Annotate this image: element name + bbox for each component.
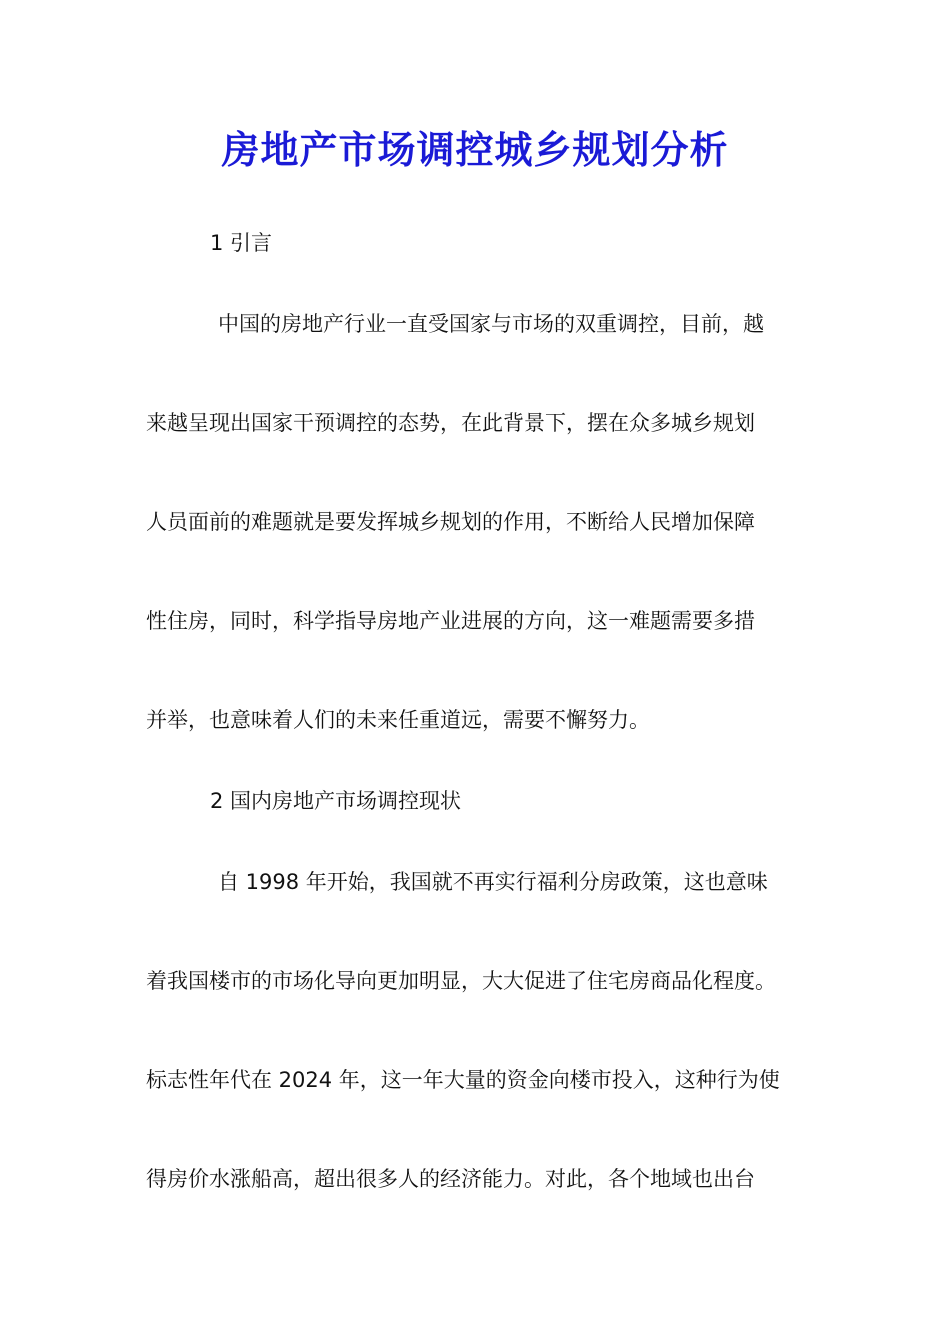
paragraph-line: 中国的房地产行业一直受国家与市场的双重调控，目前，越 (218, 312, 764, 336)
paragraph-line: 着我国楼市的市场化导向更加明显，大大促进了住宅房商品化程度。 (146, 969, 776, 993)
section-heading-status: 2 国内房地产市场调控现状 (210, 789, 462, 813)
paragraph-line: 来越呈现出国家干预调控的态势，在此背景下，摆在众多城乡规划 (146, 411, 755, 435)
paragraph-line: 标志性年代在 2024 年，这一年大量的资金向楼市投入，这种行为使 (146, 1068, 780, 1092)
paragraph-line: 得房价水涨船高，超出很多人的经济能力。对此，各个地域也出台 (146, 1167, 755, 1191)
paragraph-line: 性住房，同时，科学指导房地产业进展的方向，这一难题需要多措 (146, 609, 755, 633)
paragraph-line: 并举，也意味着人们的未来任重道远，需要不懈努力。 (146, 708, 650, 732)
paragraph-line: 人员面前的难题就是要发挥城乡规划的作用，不断给人民增加保障 (146, 510, 755, 534)
section-heading-intro: 1 引言 (210, 231, 273, 255)
paragraph-line: 自 1998 年开始，我国就不再实行福利分房政策，这也意味 (218, 870, 768, 894)
document-title: 房地产市场调控城乡规划分析 (221, 127, 729, 172)
